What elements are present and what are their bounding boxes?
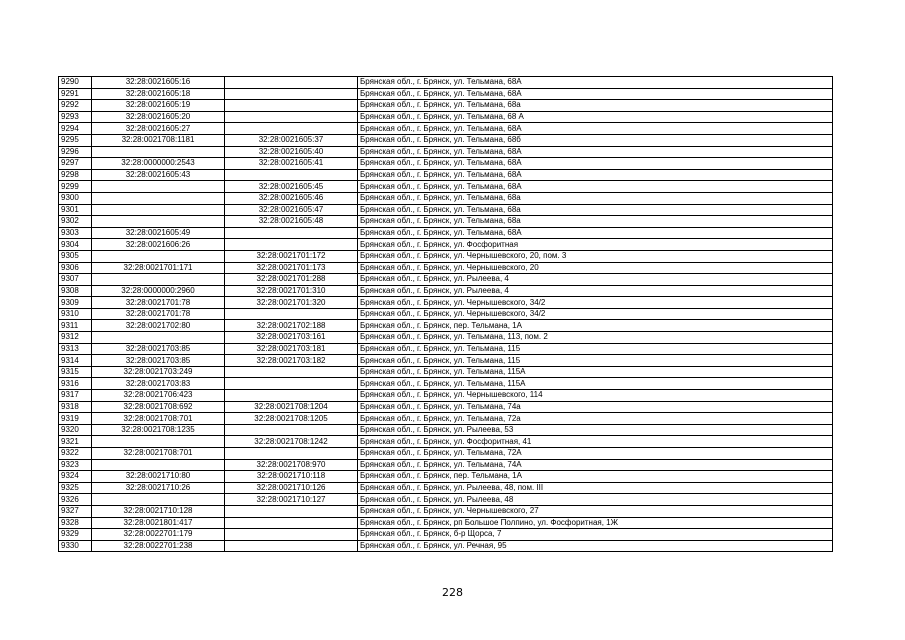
table-row — [59, 192, 833, 204]
cadastral-number-cell: 32:28:0021605:16 — [92, 77, 225, 89]
table-row — [59, 204, 833, 216]
address-cell: Брянская обл., г. Брянск, ул. Тельмана, 113, пом. 2 — [358, 332, 833, 344]
address-cell: Брянская обл., г. Брянск, ул. Тельмана, 68А — [358, 77, 833, 89]
table-row — [59, 471, 833, 483]
table-row — [59, 100, 833, 112]
row-number-cell: 9305 — [59, 250, 92, 262]
cadastral-number-cell: 32:28:0000000:2960 — [92, 285, 225, 297]
address-cell: Брянская обл., г. Брянск, ул. Рылеева, 48, пом. III — [358, 482, 833, 494]
related-cadastral-number-cell: 32:28:0021710:126 — [225, 482, 358, 494]
related-cadastral-number-cell — [225, 366, 358, 378]
related-cadastral-number-cell: 32:28:0021702:188 — [225, 320, 358, 332]
cadastral-number-cell — [92, 494, 225, 506]
address-cell: Брянская обл., г. Брянск, ул. Тельмана, 74а — [358, 401, 833, 413]
address-cell: Брянская обл., г. Брянск, ул. Чернышевского, 114 — [358, 390, 833, 402]
related-cadastral-number-cell: 32:28:0021605:47 — [225, 204, 358, 216]
cadastral-number-cell — [92, 192, 225, 204]
cadastral-table — [58, 76, 833, 552]
related-cadastral-number-cell: 32:28:0021708:970 — [225, 459, 358, 471]
related-cadastral-number-cell — [225, 77, 358, 89]
cadastral-number-cell: 32:28:0021708:1181 — [92, 134, 225, 146]
table-row — [59, 424, 833, 436]
row-number-cell: 9327 — [59, 505, 92, 517]
cadastral-number-cell: 32:28:0021710:128 — [92, 505, 225, 517]
cadastral-number-cell — [92, 274, 225, 286]
related-cadastral-number-cell: 32:28:0021701:172 — [225, 250, 358, 262]
table-row — [59, 366, 833, 378]
table-row — [59, 88, 833, 100]
address-cell: Брянская обл., г. Брянск, ул. Тельмана, 68 А — [358, 111, 833, 123]
address-cell: Брянская обл., г. Брянск, ул. Речная, 95 — [358, 540, 833, 552]
row-number-cell: 9306 — [59, 262, 92, 274]
cadastral-number-cell: 32:28:0021710:26 — [92, 482, 225, 494]
cadastral-number-cell: 32:28:0021708:1235 — [92, 424, 225, 436]
table-row — [59, 448, 833, 460]
row-number-cell: 9310 — [59, 308, 92, 320]
address-cell: Брянская обл., г. Брянск, ул. Чернышевского, 27 — [358, 505, 833, 517]
row-number-cell: 9323 — [59, 459, 92, 471]
address-cell: Брянская обл., г. Брянск, рп Большое Полпино, ул. Фосфоритная, 1Ж — [358, 517, 833, 529]
address-cell: Брянская обл., г. Брянск, ул. Тельмана, 68а — [358, 204, 833, 216]
related-cadastral-number-cell — [225, 378, 358, 390]
row-number-cell: 9302 — [59, 216, 92, 228]
address-cell: Брянская обл., г. Брянск, ул. Фосфоритная, 41 — [358, 436, 833, 448]
row-number-cell: 9291 — [59, 88, 92, 100]
address-cell: Брянская обл., г. Брянск, ул. Тельмана, 68А — [358, 146, 833, 158]
row-number-cell: 9297 — [59, 158, 92, 170]
cadastral-number-cell: 32:28:0021706:423 — [92, 390, 225, 402]
related-cadastral-number-cell — [225, 227, 358, 239]
table-row — [59, 401, 833, 413]
table-row — [59, 482, 833, 494]
address-cell: Брянская обл., г. Брянск, ул. Тельмана, 68а — [358, 192, 833, 204]
related-cadastral-number-cell: 32:28:0021703:182 — [225, 355, 358, 367]
row-number-cell: 9314 — [59, 355, 92, 367]
related-cadastral-number-cell: 32:28:0021605:46 — [225, 192, 358, 204]
address-cell: Брянская обл., г. Брянск, ул. Тельмана, 74А — [358, 459, 833, 471]
cadastral-number-cell: 32:28:0021605:43 — [92, 169, 225, 181]
address-cell: Брянская обл., г. Брянск, ул. Тельмана, 115А — [358, 378, 833, 390]
address-cell: Брянская обл., г. Брянск, ул. Чернышевского, 34/2 — [358, 308, 833, 320]
row-number-cell: 9312 — [59, 332, 92, 344]
table-row — [59, 297, 833, 309]
row-number-cell: 9298 — [59, 169, 92, 181]
row-number-cell: 9304 — [59, 239, 92, 251]
cadastral-number-cell: 32:28:0021701:171 — [92, 262, 225, 274]
address-cell: Брянская обл., г. Брянск, ул. Рылеева, 53 — [358, 424, 833, 436]
row-number-cell: 9295 — [59, 134, 92, 146]
cadastral-number-cell: 32:28:0021702:80 — [92, 320, 225, 332]
table-row — [59, 343, 833, 355]
table-row — [59, 320, 833, 332]
page-number: 228 — [442, 586, 463, 599]
related-cadastral-number-cell: 32:28:0021710:118 — [225, 471, 358, 483]
related-cadastral-number-cell — [225, 540, 358, 552]
address-cell: Брянская обл., г. Брянск, ул. Фосфоритная — [358, 239, 833, 251]
cadastral-number-cell — [92, 459, 225, 471]
row-number-cell: 9317 — [59, 390, 92, 402]
cadastral-number-cell: 32:28:0021605:27 — [92, 123, 225, 135]
cadastral-number-cell: 32:28:0022701:179 — [92, 529, 225, 541]
cadastral-number-cell — [92, 146, 225, 158]
related-cadastral-number-cell — [225, 390, 358, 402]
address-cell: Брянская обл., г. Брянск, ул. Чернышевского, 20, пом. 3 — [358, 250, 833, 262]
related-cadastral-number-cell — [225, 123, 358, 135]
table-row — [59, 146, 833, 158]
related-cadastral-number-cell: 32:28:0021708:1204 — [225, 401, 358, 413]
related-cadastral-number-cell: 32:28:0021605:40 — [225, 146, 358, 158]
cadastral-number-cell: 32:28:0021606:26 — [92, 239, 225, 251]
cadastral-number-cell: 32:28:0000000:2543 — [92, 158, 225, 170]
related-cadastral-number-cell — [225, 239, 358, 251]
related-cadastral-number-cell: 32:28:0021710:127 — [225, 494, 358, 506]
cadastral-number-cell: 32:28:0021801:417 — [92, 517, 225, 529]
row-number-cell: 9307 — [59, 274, 92, 286]
table-row — [59, 262, 833, 274]
address-cell: Брянская обл., г. Брянск, ул. Тельмана, 115 — [358, 343, 833, 355]
row-number-cell: 9315 — [59, 366, 92, 378]
address-cell: Брянская обл., г. Брянск, пер. Тельмана, 1А — [358, 320, 833, 332]
related-cadastral-number-cell — [225, 308, 358, 320]
address-cell: Брянская обл., г. Брянск, ул. Тельмана, 68А — [358, 88, 833, 100]
row-number-cell: 9290 — [59, 77, 92, 89]
row-number-cell: 9293 — [59, 111, 92, 123]
table-row — [59, 227, 833, 239]
table-row — [59, 505, 833, 517]
related-cadastral-number-cell: 32:28:0021701:173 — [225, 262, 358, 274]
table-row — [59, 355, 833, 367]
table-row — [59, 239, 833, 251]
table-row — [59, 111, 833, 123]
table-row — [59, 540, 833, 552]
row-number-cell: 9296 — [59, 146, 92, 158]
cadastral-number-cell: 32:28:0021703:85 — [92, 355, 225, 367]
table-row — [59, 378, 833, 390]
related-cadastral-number-cell: 32:28:0021605:45 — [225, 181, 358, 193]
row-number-cell: 9321 — [59, 436, 92, 448]
table-row — [59, 413, 833, 425]
related-cadastral-number-cell — [225, 424, 358, 436]
row-number-cell: 9324 — [59, 471, 92, 483]
table-row — [59, 181, 833, 193]
cadastral-number-cell — [92, 436, 225, 448]
cadastral-number-cell: 32:28:0021703:249 — [92, 366, 225, 378]
table-body — [59, 77, 833, 552]
address-cell: Брянская обл., г. Брянск, ул. Тельмана, 72а — [358, 413, 833, 425]
related-cadastral-number-cell — [225, 169, 358, 181]
address-cell: Брянская обл., г. Брянск, ул. Тельмана, 115А — [358, 366, 833, 378]
address-cell: Брянская обл., г. Брянск, ул. Тельмана, 68а — [358, 216, 833, 228]
row-number-cell: 9308 — [59, 285, 92, 297]
address-cell: Брянская обл., г. Брянск, ул. Тельмана, 115 — [358, 355, 833, 367]
cadastral-number-cell: 32:28:0021605:49 — [92, 227, 225, 239]
cadastral-number-cell: 32:28:0021605:19 — [92, 100, 225, 112]
row-number-cell: 9294 — [59, 123, 92, 135]
address-cell: Брянская обл., г. Брянск, ул. Чернышевского, 34/2 — [358, 297, 833, 309]
row-number-cell: 9313 — [59, 343, 92, 355]
table-row — [59, 250, 833, 262]
related-cadastral-number-cell: 32:28:0021708:1242 — [225, 436, 358, 448]
row-number-cell: 9300 — [59, 192, 92, 204]
related-cadastral-number-cell: 32:28:0021701:320 — [225, 297, 358, 309]
row-number-cell: 9301 — [59, 204, 92, 216]
cadastral-number-cell: 32:28:0021703:83 — [92, 378, 225, 390]
related-cadastral-number-cell — [225, 111, 358, 123]
address-cell: Брянская обл., г. Брянск, ул. Рылеева, 4 — [358, 274, 833, 286]
related-cadastral-number-cell: 32:28:0021701:310 — [225, 285, 358, 297]
address-cell: Брянская обл., г. Брянск, ул. Тельмана, 68А — [358, 123, 833, 135]
address-cell: Брянская обл., г. Брянск, ул. Тельмана, 68б — [358, 134, 833, 146]
row-number-cell: 9322 — [59, 448, 92, 460]
table-row — [59, 529, 833, 541]
related-cadastral-number-cell: 32:28:0021703:161 — [225, 332, 358, 344]
cadastral-number-cell: 32:28:0021605:20 — [92, 111, 225, 123]
cadastral-number-cell: 32:28:0021708:692 — [92, 401, 225, 413]
row-number-cell: 9325 — [59, 482, 92, 494]
cadastral-number-cell — [92, 181, 225, 193]
cadastral-number-cell: 32:28:0021605:18 — [92, 88, 225, 100]
related-cadastral-number-cell: 32:28:0021703:181 — [225, 343, 358, 355]
row-number-cell: 9292 — [59, 100, 92, 112]
related-cadastral-number-cell: 32:28:0021605:48 — [225, 216, 358, 228]
table-row — [59, 274, 833, 286]
address-cell: Брянская обл., г. Брянск, ул. Тельмана, 68А — [358, 169, 833, 181]
row-number-cell: 9326 — [59, 494, 92, 506]
address-cell: Брянская обл., г. Брянск, пер. Тельмана, 1А — [358, 471, 833, 483]
cadastral-number-cell: 32:28:0021703:85 — [92, 343, 225, 355]
cadastral-number-cell — [92, 216, 225, 228]
cadastral-number-cell: 32:28:0021708:701 — [92, 448, 225, 460]
address-cell: Брянская обл., г. Брянск, ул. Тельмана, 68А — [358, 227, 833, 239]
address-cell: Брянская обл., г. Брянск, ул. Чернышевского, 20 — [358, 262, 833, 274]
related-cadastral-number-cell: 32:28:0021605:41 — [225, 158, 358, 170]
address-cell: Брянская обл., г. Брянск, ул. Рылеева, 48 — [358, 494, 833, 506]
table-row — [59, 308, 833, 320]
address-cell: Брянская обл., г. Брянск, ул. Тельмана, 68А — [358, 158, 833, 170]
cadastral-number-cell: 32:28:0021701:78 — [92, 297, 225, 309]
table-row — [59, 158, 833, 170]
cadastral-number-cell — [92, 250, 225, 262]
cadastral-number-cell — [92, 332, 225, 344]
row-number-cell: 9303 — [59, 227, 92, 239]
table-row — [59, 517, 833, 529]
row-number-cell: 9329 — [59, 529, 92, 541]
related-cadastral-number-cell: 32:28:0021605:37 — [225, 134, 358, 146]
related-cadastral-number-cell — [225, 88, 358, 100]
row-number-cell: 9319 — [59, 413, 92, 425]
table-row — [59, 390, 833, 402]
cadastral-number-cell — [92, 204, 225, 216]
table-row — [59, 436, 833, 448]
table-row — [59, 216, 833, 228]
table-row — [59, 494, 833, 506]
address-cell: Брянская обл., г. Брянск, ул. Тельмана, 72А — [358, 448, 833, 460]
related-cadastral-number-cell — [225, 505, 358, 517]
cadastral-number-cell: 32:28:0022701:238 — [92, 540, 225, 552]
related-cadastral-number-cell — [225, 517, 358, 529]
table-row — [59, 459, 833, 471]
cadastral-number-cell: 32:28:0021701:78 — [92, 308, 225, 320]
address-cell: Брянская обл., г. Брянск, ул. Рылеева, 4 — [358, 285, 833, 297]
cadastral-number-cell: 32:28:0021708:701 — [92, 413, 225, 425]
address-cell: Брянская обл., г. Брянск, ул. Тельмана, 68А — [358, 181, 833, 193]
row-number-cell: 9320 — [59, 424, 92, 436]
table-row — [59, 285, 833, 297]
row-number-cell: 9299 — [59, 181, 92, 193]
related-cadastral-number-cell: 32:28:0021708:1205 — [225, 413, 358, 425]
row-number-cell: 9328 — [59, 517, 92, 529]
table-row — [59, 134, 833, 146]
related-cadastral-number-cell: 32:28:0021701:288 — [225, 274, 358, 286]
table-row — [59, 332, 833, 344]
address-cell: Брянская обл., г. Брянск, б-р Щорса, 7 — [358, 529, 833, 541]
row-number-cell: 9318 — [59, 401, 92, 413]
cadastral-number-cell: 32:28:0021710:80 — [92, 471, 225, 483]
related-cadastral-number-cell — [225, 100, 358, 112]
row-number-cell: 9309 — [59, 297, 92, 309]
row-number-cell: 9311 — [59, 320, 92, 332]
table-row — [59, 169, 833, 181]
related-cadastral-number-cell — [225, 529, 358, 541]
row-number-cell: 9330 — [59, 540, 92, 552]
row-number-cell: 9316 — [59, 378, 92, 390]
table-row — [59, 77, 833, 89]
address-cell: Брянская обл., г. Брянск, ул. Тельмана, 68а — [358, 100, 833, 112]
table-row — [59, 123, 833, 135]
related-cadastral-number-cell — [225, 448, 358, 460]
